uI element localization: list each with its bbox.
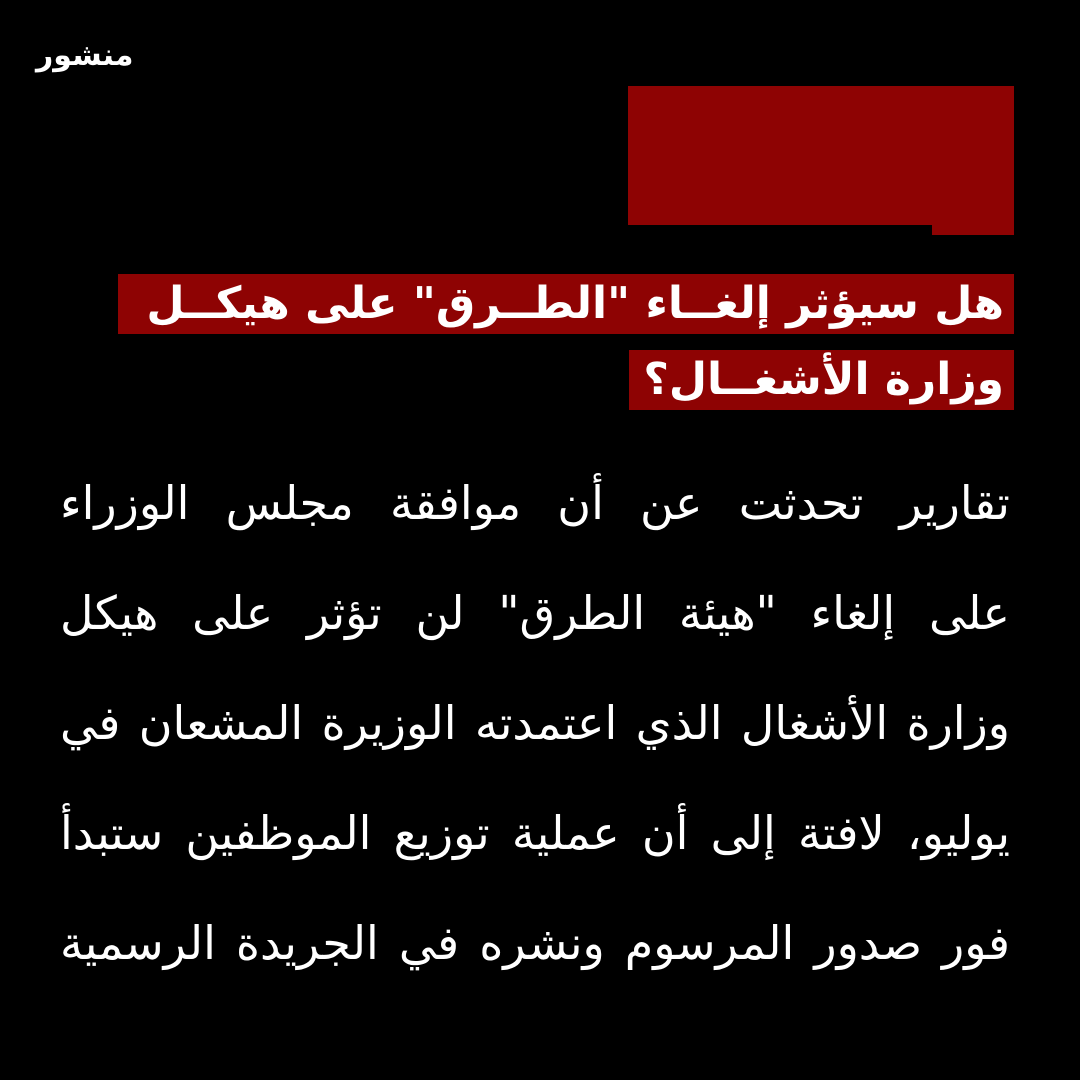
- body-line-3: وزارة الأشغال الذي اعتمدته الوزيرة المشعان في: [60, 696, 1010, 750]
- body-line-5: فور صدور المرسوم ونشره في الجريدة الرسمية: [60, 916, 1010, 970]
- decorative-red-block: [628, 86, 1014, 225]
- headline-line-2: وزارة الأشغــال؟: [629, 350, 1014, 410]
- brand-logo: منشور: [36, 38, 134, 73]
- body-line-2: على إلغاء "هيئة الطرق" لن تؤثر على هيكل: [60, 586, 1010, 640]
- body-line-4: يوليو، لافتة إلى أن عملية توزيع الموظفين ستبدأ: [60, 806, 1010, 860]
- headline-line-1: هل سيؤثر إلغــاء "الطــرق" على هيكــل: [118, 274, 1014, 334]
- body-line-1: تقارير تحدثت عن أن موافقة مجلس الوزراء: [60, 476, 1010, 530]
- body-paragraph: [60, 448, 1010, 998]
- headline: [134, 274, 1014, 426]
- decorative-red-block-tab: [932, 225, 1014, 235]
